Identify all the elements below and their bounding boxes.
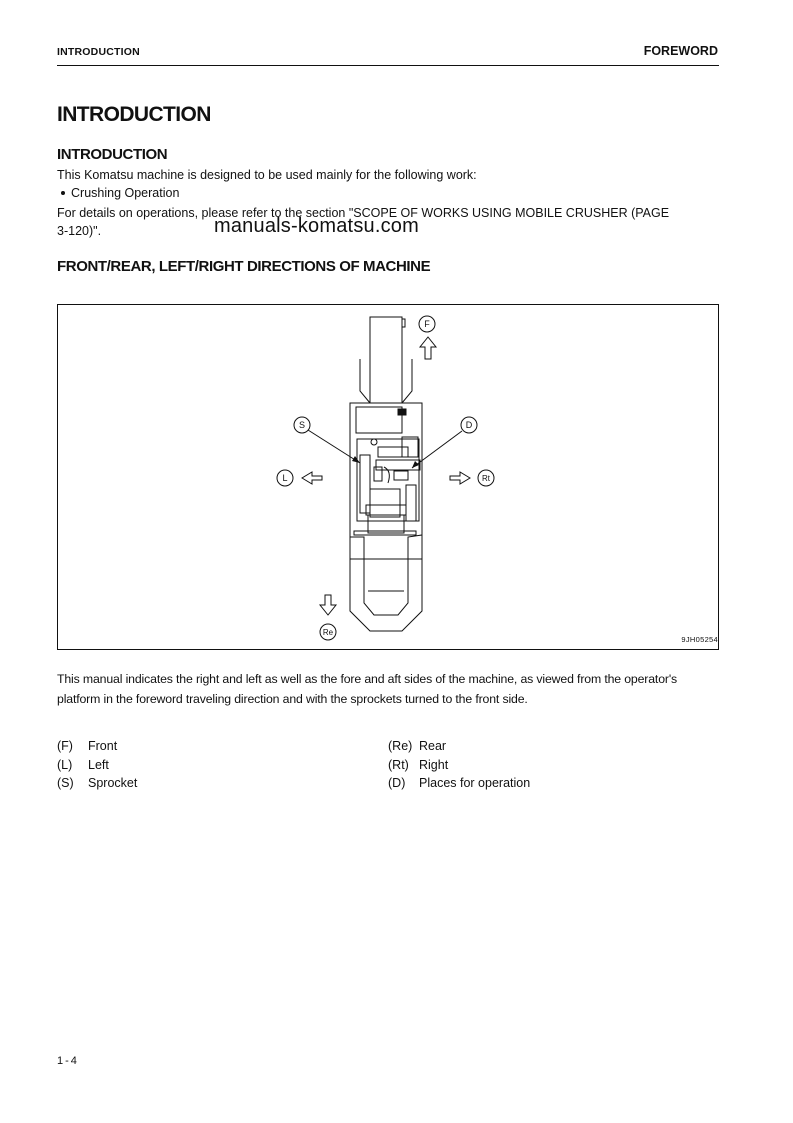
running-header-left: INTRODUCTION: [57, 46, 140, 58]
section-heading-directions: FRONT/REAR, LEFT/RIGHT DIRECTIONS OF MACHINE: [57, 258, 431, 275]
legend-item-front: [57, 739, 117, 753]
intro-line-3: 3-120)".: [57, 224, 102, 238]
legend-item-left: [57, 758, 109, 772]
bullet-icon: [61, 191, 65, 195]
machine-body-shape: [350, 403, 422, 559]
running-header-right: FOREWORD: [643, 44, 718, 58]
legend-item-sprocket: [57, 776, 137, 790]
arrow-right-icon: [450, 472, 470, 484]
machine-direction-figure: [57, 304, 719, 650]
legend-label: Left: [88, 758, 109, 772]
bullet-item: [57, 184, 179, 202]
legend-item-right: [388, 758, 448, 772]
legend-label: Sprocket: [88, 776, 138, 790]
figure-code: 9JH05254: [681, 635, 718, 644]
sprocket-leader-line: [308, 430, 360, 463]
intro-line-2: For details on operations, please refer to the section "SCOPE OF WORKS USING MOBILE CRUSHER (PAGE: [57, 206, 670, 220]
legend-code: (D): [388, 776, 406, 790]
legend-code: (F): [57, 739, 73, 753]
machine-diagram: [58, 305, 720, 651]
legend-code: (Rt): [388, 758, 409, 772]
right-label: Rt: [482, 474, 490, 483]
left-label: L: [282, 473, 288, 483]
legend-code: (L): [57, 758, 73, 772]
arrow-left-icon: [302, 472, 322, 484]
page-title: INTRODUCTION: [57, 103, 211, 126]
legend-label: Front: [88, 739, 118, 753]
legend-item-rear: [388, 739, 446, 753]
page-number: 1-4: [57, 1055, 79, 1067]
bullet-text: Crushing Operation: [71, 186, 180, 200]
arrow-up-icon: [420, 337, 436, 359]
rear-label: Re: [322, 628, 334, 637]
legend-code: (S): [57, 776, 74, 790]
arrow-down-icon: [320, 595, 336, 615]
hopper-shape: [350, 535, 422, 631]
intro-line-1: This Komatsu machine is designed to be used mainly for the following work:: [57, 168, 477, 182]
sprocket-label: S: [298, 420, 306, 430]
legend-label: Places for operation: [419, 776, 531, 790]
section-heading-introduction: INTRODUCTION: [57, 146, 168, 163]
watermark-link[interactable]: manuals-komatsu.com: [214, 215, 419, 237]
conveyor-top-shape: [370, 317, 402, 403]
header-divider: [57, 65, 719, 66]
legend-label: Right: [419, 758, 449, 772]
operation-label: D: [465, 420, 473, 430]
legend-code: (Re): [388, 739, 413, 753]
legend-item-operation: [388, 776, 530, 790]
directions-note: This manual indicates the right and left as well as the fore and aft sides of the machine, as viewed from the operator's platform in the foreword traveling direction and with the sprockets turned to the front side.: [57, 672, 678, 706]
legend-label: Rear: [419, 739, 447, 753]
front-label: F: [424, 319, 430, 329]
